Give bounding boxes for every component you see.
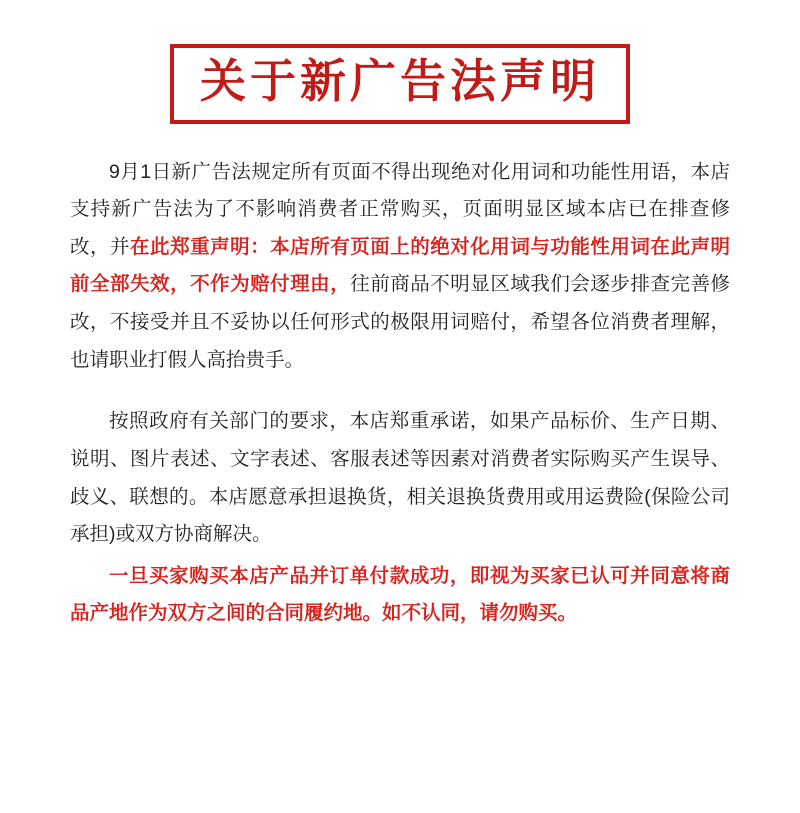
paragraph-1-segment-2-highlight: 在此郑重声明：本店所有页面上的绝对化用词与功能性用词在此声明前全部失效，不作为赔付理由， (70, 235, 730, 296)
paragraph-3-segment-1: 一旦买家购买本店产品并订单付款成功，即视为买家已认可并同意将商品产地作为双方之间的合同履约地。如不认同，请勿购买。 (70, 564, 730, 625)
title-banner-wrap (0, 0, 800, 124)
paragraph-2 (70, 403, 730, 554)
paragraph-1-segment-3: 往前商品不明显区域我们会逐步排查完善修改，不接受并且不妥协以任何形式的极限用词赔付，希望各位消费者理解，也请职业打假人高抬贵手。 (70, 273, 730, 371)
page-title: 关于新广告法声明 (200, 55, 600, 107)
paragraph-2-segment-1: 按照政府有关部门的要求，本店郑重承诺，如果产品标价、生产日期、说明、图片表述、文字表述、客服表述等因素对消费者实际购买产生误导、歧义、联想的。本店愿意承担退换货，相关退换货费用或用运费险(保险公司承担)或双方协商解决。 (70, 410, 730, 546)
paragraph-3-highlight (70, 558, 730, 633)
statement-body (70, 154, 730, 634)
paragraph-1-segment-1: 9月1日新广告法规定所有页面不得出现绝对化用词和功能性用语，本店支持新广告法为了不影响消费者正常购买，页面明显区域本店已在排查修改，并 (70, 160, 730, 258)
bottom-whitespace (0, 633, 800, 813)
title-banner (170, 44, 630, 124)
paragraph-1 (70, 154, 730, 380)
